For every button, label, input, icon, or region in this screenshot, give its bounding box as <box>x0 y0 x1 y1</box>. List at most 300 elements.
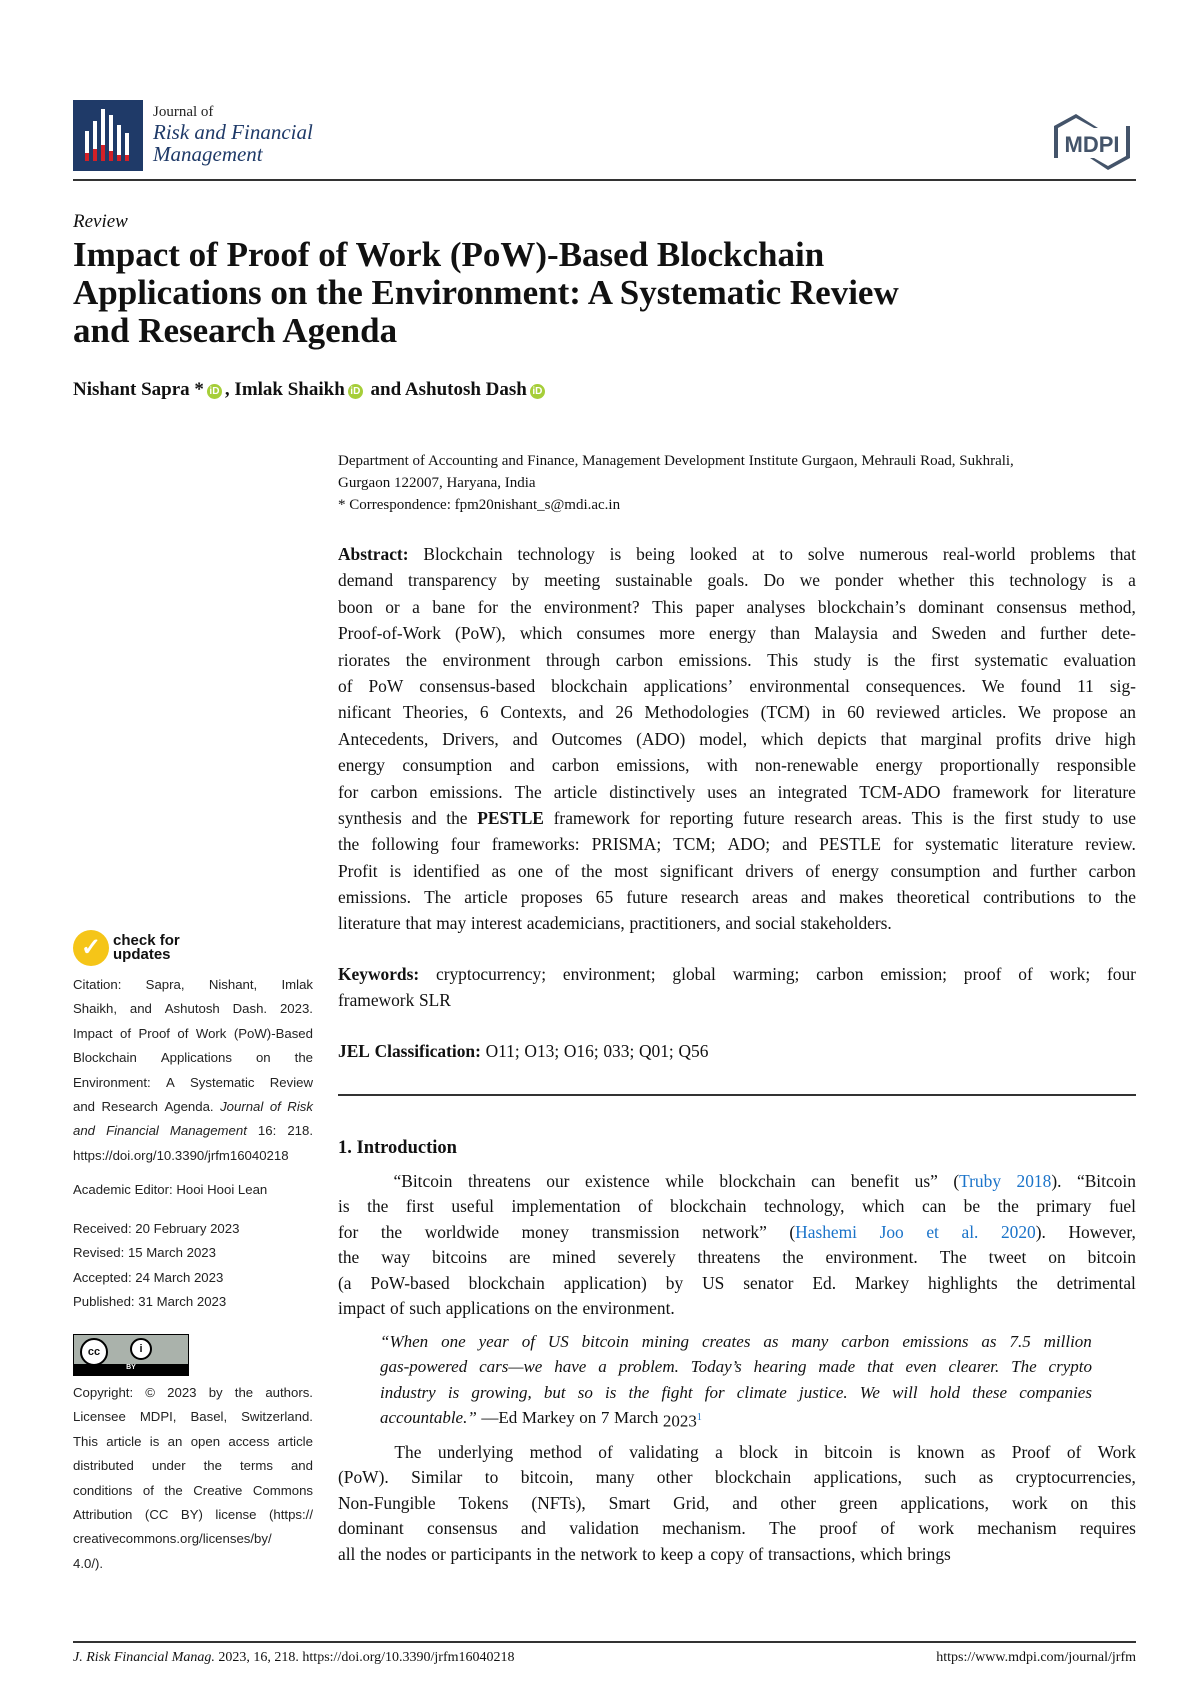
text: applications <box>445 1297 530 1318</box>
text: Basel, <box>190 1409 228 1425</box>
text: other <box>656 1467 693 1488</box>
text: bitcoin <box>824 1442 873 1462</box>
text: “Bitcoin <box>393 1171 453 1191</box>
word <box>754 1354 807 1379</box>
intro-paragraph <box>338 1169 1136 1321</box>
check-for-updates-badge[interactable] <box>73 930 180 966</box>
text: fight <box>661 1382 693 1402</box>
word <box>639 1038 674 1064</box>
text: is <box>149 1433 160 1449</box>
word <box>338 1465 389 1490</box>
word <box>380 1380 436 1405</box>
text: areas. <box>861 807 902 828</box>
citation-link[interactable]: et <box>926 1221 939 1242</box>
word <box>386 1542 427 1567</box>
word <box>764 1194 845 1219</box>
text: transparency <box>408 570 497 591</box>
word <box>1055 726 1091 752</box>
word <box>1088 1245 1136 1270</box>
text: and <box>725 913 751 934</box>
text: and <box>800 887 826 908</box>
text: model, <box>699 728 748 749</box>
text: on <box>255 1050 271 1066</box>
word <box>636 541 675 567</box>
word <box>73 1552 103 1576</box>
word <box>862 805 902 831</box>
text: environment; <box>562 964 656 984</box>
text-line <box>338 752 1136 778</box>
word <box>892 1380 918 1405</box>
word <box>678 1038 708 1064</box>
text: of <box>390 1297 405 1318</box>
journal-logo-icon <box>73 100 143 171</box>
word <box>209 1381 223 1405</box>
text: bitcoin <box>1087 1247 1136 1268</box>
word <box>1029 858 1076 884</box>
text-line <box>73 1430 313 1454</box>
word <box>1011 831 1074 857</box>
word <box>443 647 531 673</box>
author-name[interactable]: and Ashutosh Dash <box>365 379 527 400</box>
word <box>1113 805 1136 831</box>
word <box>258 1119 276 1143</box>
text: is <box>447 1382 460 1402</box>
word <box>824 1440 872 1465</box>
text-line <box>73 1552 313 1576</box>
text: The <box>769 1518 797 1539</box>
word <box>596 1465 635 1490</box>
text: made <box>818 1357 856 1377</box>
word <box>235 1381 253 1405</box>
text: responsible <box>1056 755 1136 776</box>
word <box>191 1430 220 1454</box>
word <box>338 567 393 593</box>
text: Financial <box>106 1123 159 1139</box>
word <box>270 1071 313 1095</box>
text: brings <box>907 1543 951 1564</box>
citation-link[interactable]: Hashemi <box>795 1221 857 1242</box>
word <box>705 1380 725 1405</box>
text: the <box>628 1382 650 1402</box>
word <box>181 1503 203 1527</box>
citation-link[interactable]: 1 <box>696 1412 702 1424</box>
text: 218. <box>287 1123 313 1139</box>
text: is <box>889 1442 901 1462</box>
word <box>1036 1194 1091 1219</box>
text-line <box>380 1380 1092 1405</box>
word <box>548 1329 569 1354</box>
word <box>702 1271 724 1296</box>
word <box>605 1380 616 1405</box>
mdpi-logo-icon <box>1048 112 1136 172</box>
text: 11 <box>1077 675 1094 696</box>
word <box>371 831 439 857</box>
text-line <box>338 805 1136 831</box>
text: a <box>715 1442 723 1462</box>
word <box>338 858 378 884</box>
text: paper <box>695 596 735 617</box>
word <box>448 1380 459 1405</box>
text: The <box>1011 1357 1037 1377</box>
word <box>338 1220 358 1245</box>
word <box>436 961 546 987</box>
text: the <box>556 1297 578 1318</box>
word <box>411 1465 462 1490</box>
word <box>140 1405 177 1429</box>
word <box>867 1354 893 1379</box>
text-line <box>73 1046 313 1070</box>
word <box>1044 1329 1092 1354</box>
text: MDPI, <box>139 1409 177 1425</box>
word <box>1040 620 1087 646</box>
text: have <box>554 1357 587 1377</box>
text: energy <box>338 755 386 776</box>
citation-link[interactable]: Truby <box>959 1171 1002 1191</box>
text: the <box>1016 1272 1038 1293</box>
word <box>338 1271 352 1296</box>
text: goals. <box>707 570 749 591</box>
text: Tokens <box>458 1492 509 1513</box>
text: study <box>1042 807 1080 828</box>
text: O11; <box>485 1041 520 1061</box>
text: to <box>642 1543 656 1564</box>
word <box>1079 594 1136 620</box>
text: Review <box>269 1074 313 1090</box>
word <box>659 620 695 646</box>
text: Licensee <box>73 1409 126 1425</box>
footer-rule <box>73 1641 1136 1643</box>
word <box>749 779 765 805</box>
text: PESTLE <box>819 834 881 855</box>
word <box>996 594 1067 620</box>
word <box>73 1454 134 1478</box>
text: way <box>381 1247 411 1268</box>
text: in <box>536 1543 550 1564</box>
word <box>530 1440 582 1465</box>
word <box>1088 884 1102 910</box>
footer-url[interactable]: https://www.mdpi.com/journal/jrfm <box>936 1650 1136 1665</box>
word <box>464 884 507 910</box>
author-name[interactable]: , Imlak Shaikh <box>224 379 345 400</box>
text: for <box>338 781 359 802</box>
word <box>563 961 656 987</box>
text: transmission <box>591 1221 680 1242</box>
word <box>402 752 492 778</box>
text: meeting <box>544 570 601 591</box>
text: highlights <box>928 1272 998 1293</box>
text: threatens <box>467 1171 531 1191</box>
text: that <box>880 728 907 749</box>
word <box>931 647 959 673</box>
text: consumption <box>402 755 493 776</box>
word <box>859 779 940 805</box>
word <box>626 884 668 910</box>
text: consensus <box>427 1518 498 1539</box>
authors <box>73 379 548 401</box>
text: one <box>517 860 543 881</box>
text: the <box>380 1221 403 1242</box>
word <box>629 910 720 936</box>
text: while <box>665 1171 704 1191</box>
word <box>338 594 373 620</box>
text: analyses <box>746 596 806 617</box>
word <box>1110 673 1136 699</box>
text: We <box>981 675 1005 696</box>
author-name[interactable]: Nishant Sapra * <box>73 379 204 400</box>
word <box>1111 1491 1136 1516</box>
citation-link[interactable]: 2018 <box>1016 1171 1052 1191</box>
word <box>130 997 152 1021</box>
text: Copyright: <box>73 1385 134 1400</box>
text: This <box>767 649 799 670</box>
orcid-icon[interactable]: iD <box>348 384 363 399</box>
word <box>891 858 981 884</box>
text-line <box>73 997 313 1021</box>
word <box>832 858 879 884</box>
word <box>794 805 852 831</box>
text: 16: <box>257 1123 277 1139</box>
text: profits <box>995 728 1042 749</box>
article-title <box>73 236 1073 350</box>
text: the <box>294 1050 313 1066</box>
cc-by-license-badge[interactable] <box>73 1334 189 1376</box>
word <box>860 1380 880 1405</box>
text: is <box>609 544 622 564</box>
text: blockchain <box>551 675 628 696</box>
text-line <box>338 1440 1136 1465</box>
word <box>338 910 401 936</box>
text: This <box>911 807 943 828</box>
text: work; <box>1049 964 1091 984</box>
word <box>585 1169 650 1194</box>
word <box>814 1465 902 1490</box>
text: frameworks: <box>491 834 580 855</box>
text-line <box>338 884 1136 910</box>
word <box>394 1169 453 1194</box>
text-line <box>338 1271 1136 1296</box>
word <box>770 620 800 646</box>
word <box>826 1245 918 1270</box>
keywords <box>338 961 1136 1014</box>
text: blockchain <box>714 1467 792 1488</box>
word <box>521 1516 546 1541</box>
text: March <box>613 1408 659 1428</box>
text: and <box>290 1458 313 1474</box>
word <box>964 1194 980 1219</box>
text: the <box>1114 887 1136 908</box>
text: high <box>1104 728 1136 749</box>
footer-doi[interactable]: 2023, 16, 218. https://doi.org/10.3390/jrfm16040218 <box>214 1650 515 1665</box>
word <box>893 831 913 857</box>
text: Grid, <box>673 1492 710 1513</box>
text: Malaysia <box>814 623 878 644</box>
footer-citation <box>73 1650 515 1666</box>
word <box>755 752 858 778</box>
word <box>73 1503 132 1527</box>
word <box>552 726 623 752</box>
text: —Ed <box>481 1408 518 1428</box>
text: and <box>992 860 1018 881</box>
text: demand <box>338 570 394 591</box>
text: integrated <box>777 781 848 802</box>
word <box>536 1542 550 1567</box>
text-line <box>73 1527 313 1551</box>
text: by <box>208 1385 223 1400</box>
text: the <box>894 649 916 670</box>
text: the <box>338 834 360 855</box>
text-line <box>338 858 1136 884</box>
text: gas-powered <box>380 1357 468 1377</box>
text: (PoW). <box>338 1467 389 1488</box>
orcid-icon[interactable]: iD <box>207 384 222 399</box>
word <box>822 699 836 725</box>
word <box>164 1479 182 1503</box>
text: under <box>151 1458 186 1474</box>
text: validation <box>569 1518 639 1539</box>
word <box>338 752 385 778</box>
word <box>166 1071 175 1095</box>
word <box>969 567 994 593</box>
word <box>974 805 995 831</box>
word <box>702 1329 750 1354</box>
citation-link[interactable]: 2020 <box>1000 1221 1036 1242</box>
text: Proof-of-Work <box>338 623 441 644</box>
text: literature <box>338 913 401 934</box>
text: practitioners, <box>629 913 721 934</box>
word <box>196 1022 227 1046</box>
word <box>338 1038 370 1064</box>
text: SLR <box>418 990 451 1011</box>
text: that <box>1109 544 1136 564</box>
text-line <box>338 961 1136 987</box>
text: at <box>751 544 765 564</box>
word <box>811 1169 835 1194</box>
text: for <box>704 1382 725 1402</box>
abstract <box>338 541 1136 937</box>
text: industry <box>380 1382 436 1402</box>
text: transactions, <box>768 1543 856 1564</box>
word <box>270 1095 281 1119</box>
word <box>801 884 826 910</box>
text: requires <box>1079 1518 1136 1539</box>
text: 7.5 <box>1009 1332 1031 1351</box>
word <box>551 673 627 699</box>
word <box>981 1440 996 1465</box>
word <box>338 1194 350 1219</box>
word <box>816 961 863 987</box>
word <box>1102 567 1114 593</box>
text: is <box>605 1382 617 1402</box>
text: non-renewable <box>754 755 859 776</box>
word <box>952 699 1007 725</box>
word <box>902 1329 968 1354</box>
word <box>281 973 313 997</box>
text: distributed <box>73 1458 134 1474</box>
word <box>479 1329 509 1354</box>
citation-link[interactable]: al. <box>961 1221 979 1242</box>
word <box>578 699 603 725</box>
word <box>660 858 733 884</box>
text: emission; <box>880 964 947 984</box>
word <box>952 779 1028 805</box>
text-line <box>338 1465 1136 1490</box>
orcid-icon[interactable]: iD <box>530 384 545 399</box>
word <box>291 1454 313 1478</box>
text: consumes <box>576 623 646 644</box>
word <box>728 831 771 857</box>
text: blockchain’s <box>817 596 906 617</box>
text: even <box>905 1357 937 1377</box>
text: for <box>892 834 914 855</box>
word <box>663 1405 702 1430</box>
text: sig- <box>1109 675 1136 696</box>
text: Agenda. <box>164 1098 214 1114</box>
text: an <box>749 781 766 802</box>
text: carbon <box>1088 860 1136 881</box>
word <box>451 1194 494 1219</box>
text: justice. <box>798 1382 848 1402</box>
text: all <box>338 1543 356 1564</box>
text: the <box>581 860 603 881</box>
word <box>1048 1245 1065 1270</box>
text-line <box>338 1194 1136 1219</box>
word <box>769 1516 796 1541</box>
word <box>743 1271 793 1296</box>
text: (NFTs), <box>531 1492 586 1513</box>
journal-name-line1: Risk and Financial <box>153 120 313 144</box>
word <box>338 805 402 831</box>
word <box>794 1440 808 1465</box>
word <box>578 1380 593 1405</box>
intro-paragraph-2 <box>338 1440 1136 1567</box>
word <box>860 1542 903 1567</box>
word <box>1000 620 1025 646</box>
word <box>1090 805 1104 831</box>
word <box>673 1491 709 1516</box>
text: (ADO) <box>636 728 686 749</box>
text: carbon <box>615 649 664 670</box>
copyright <box>73 1381 313 1576</box>
text: 65 <box>595 887 614 908</box>
word <box>338 1296 385 1321</box>
date-received: Received: 20 February 2023 <box>73 1221 240 1236</box>
text: keep <box>660 1543 694 1564</box>
date-published: Published: 31 March 2023 <box>73 1294 227 1310</box>
citation-link[interactable]: Joo <box>879 1221 904 1242</box>
text: Contexts, <box>500 702 567 723</box>
word <box>423 541 502 567</box>
word <box>152 1454 186 1478</box>
date-revised: Revised: 15 March 2023 <box>73 1245 216 1261</box>
word <box>715 1465 791 1490</box>
word <box>102 1095 158 1119</box>
text: the <box>164 1482 183 1498</box>
text-line <box>338 620 1136 646</box>
text: or <box>431 1543 446 1564</box>
word <box>940 1245 967 1270</box>
text: The <box>939 1247 967 1268</box>
word <box>1109 1194 1136 1219</box>
title-line: Impact of Proof of Work (PoW)-Based Blockchain <box>73 235 825 274</box>
word <box>808 541 845 567</box>
word <box>436 910 466 936</box>
text: of <box>1066 1442 1082 1462</box>
word <box>521 884 583 910</box>
word <box>360 1542 381 1567</box>
text: implementation <box>511 1196 621 1217</box>
text: carbon <box>816 964 864 984</box>
text-line <box>73 1479 313 1503</box>
